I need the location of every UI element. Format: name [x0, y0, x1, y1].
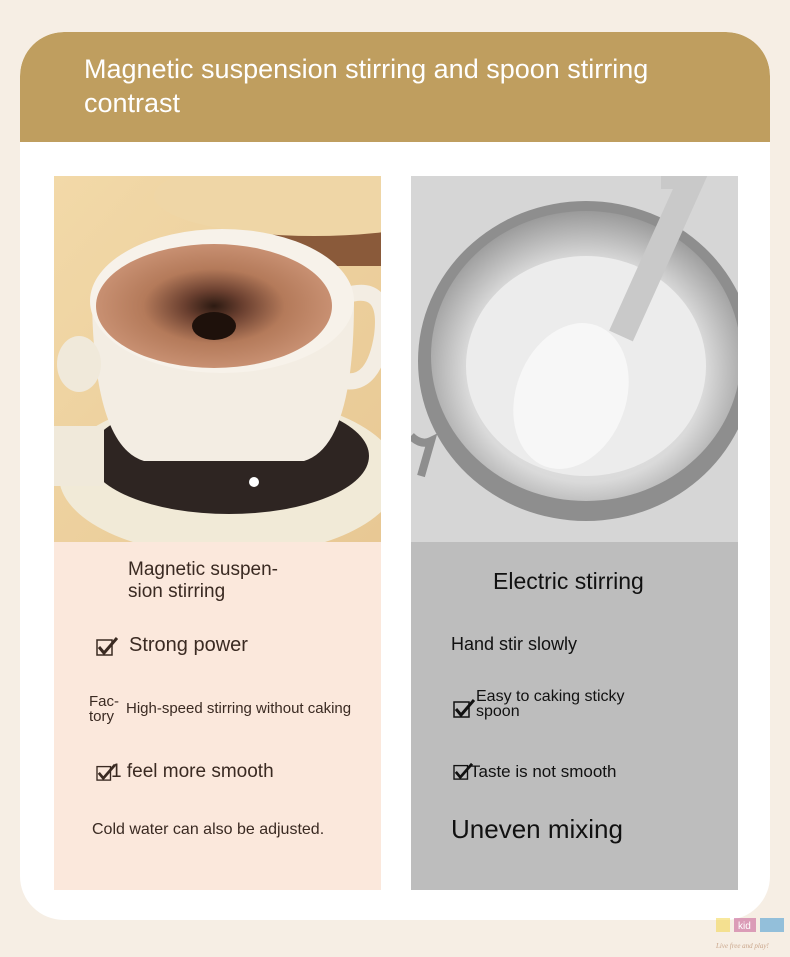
comparison-card	[20, 32, 770, 920]
page-title: Magnetic suspension stirring and spoon stirring contrast	[84, 54, 649, 118]
electric-heading: Electric stirring	[493, 568, 644, 594]
magnetic-item-high-speed: High-speed stirring without caking	[126, 700, 352, 717]
spoon-bowl-photo	[411, 176, 738, 542]
watermark-logo	[714, 912, 786, 952]
electric-item-hand-stir: Hand stir slowly	[451, 634, 578, 654]
spoon-stirring-panel	[411, 176, 738, 890]
magnetic-item-factory-label: Fac- tory	[89, 693, 119, 725]
svg-text:Live free and play!: Live free and play!	[716, 942, 769, 950]
checkbox-check-icon	[96, 636, 118, 656]
electric-item-uneven: Uneven mixing	[451, 814, 623, 844]
magnetic-item-cold-water: Cold water can also be adjusted.	[92, 821, 325, 838]
checkbox-check-icon	[453, 698, 475, 718]
magnetic-mug-photo	[54, 176, 381, 542]
electric-item-caking: Easy to caking sticky spoon	[476, 688, 625, 720]
magnetic-item-smooth: 1 feel more smooth	[111, 761, 274, 782]
title-banner	[20, 32, 770, 142]
magnetic-item-strong-power: Strong power	[129, 634, 248, 656]
magnetic-heading: Magnetic suspen- sion stirring	[128, 559, 278, 602]
electric-item-not-smooth: Taste is not smooth	[470, 762, 617, 781]
svg-text:kid: kid	[738, 921, 751, 932]
magnetic-stirring-panel	[54, 176, 381, 890]
